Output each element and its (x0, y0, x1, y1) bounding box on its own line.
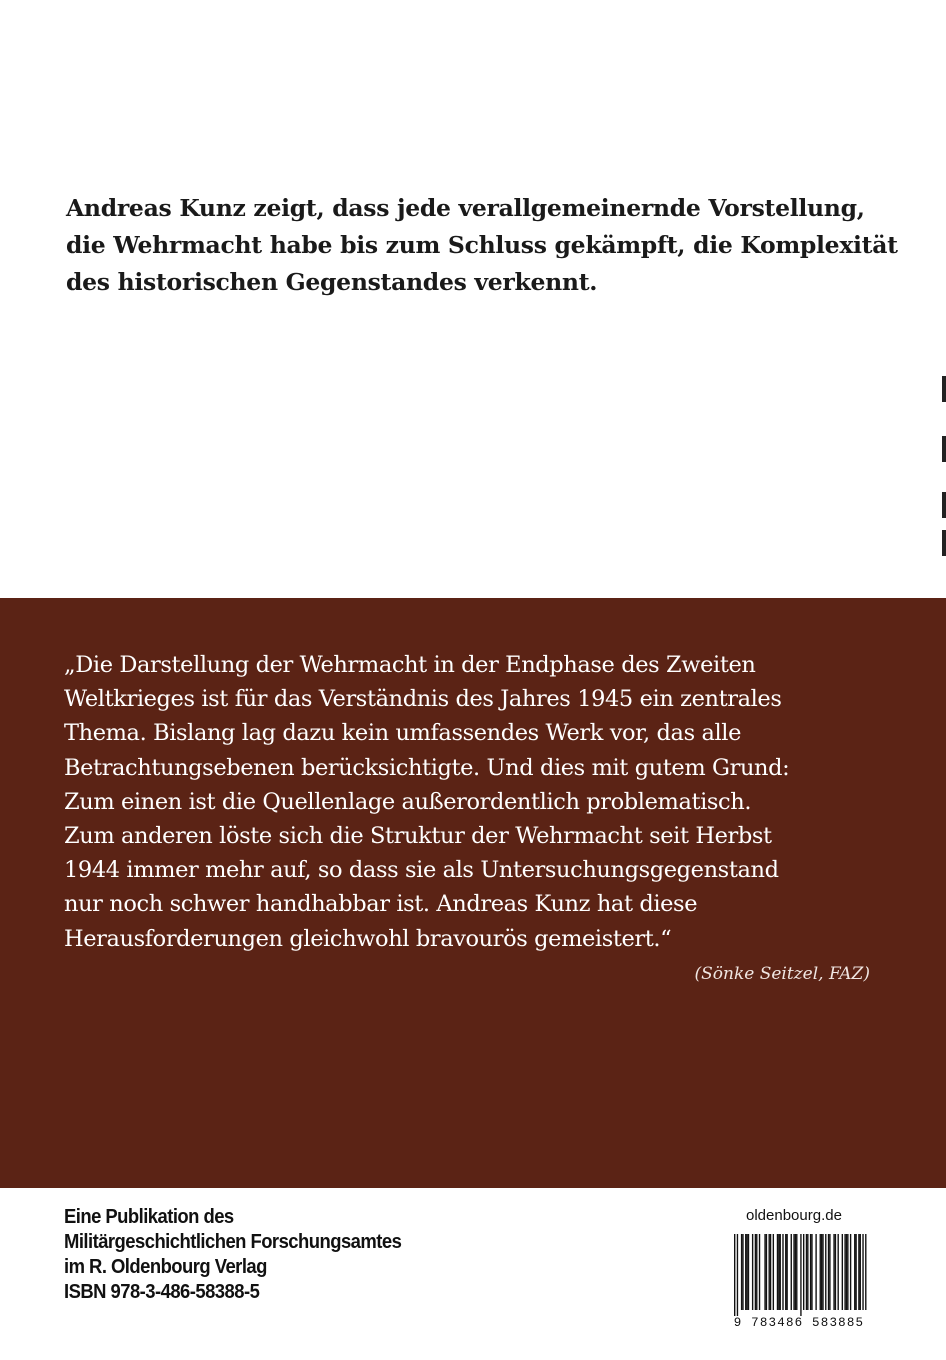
barcode-bar (825, 1234, 826, 1310)
barcode-bar (759, 1234, 760, 1310)
barcode-bar (803, 1234, 804, 1310)
barcode-bar (820, 1234, 821, 1310)
barcode-bar (806, 1234, 807, 1310)
barcode-bar (780, 1234, 781, 1310)
barcode-bar (734, 1234, 735, 1316)
quote-line: Thema. Bislang lag dazu kein umfassendes Werk vor, das alle (64, 720, 741, 747)
barcode-bar (764, 1234, 765, 1310)
barcode-bar (844, 1234, 845, 1310)
barcode-bar (786, 1234, 787, 1310)
barcode-bar (756, 1234, 757, 1310)
barcode-bar (785, 1234, 786, 1310)
intro-line: die Wehrmacht habe bis zum Schluss gekämpft, die Komplexität (66, 231, 898, 259)
barcode-bar (833, 1234, 834, 1310)
publisher-website: oldenbourg.de (746, 1207, 842, 1224)
publisher-line: Militärgeschichtlichen Forschungsamtes (64, 1230, 402, 1253)
barcode-bar (795, 1234, 796, 1310)
isbn-barcode (728, 1232, 870, 1330)
publisher-line: im R. Oldenbourg Verlag (64, 1255, 267, 1278)
barcode-bar (741, 1234, 742, 1310)
barcode-digits: 9 783486 583885 (733, 1316, 865, 1330)
barcode-bar (846, 1234, 847, 1310)
isbn: ISBN 978-3-486-58388-5 (64, 1280, 260, 1303)
barcode-bar (828, 1234, 829, 1310)
barcode-bar (800, 1234, 801, 1316)
quote-line: Betrachtungsebenen berücksichtigte. Und dies mit gutem Grund: (64, 754, 790, 781)
quote-line: Weltkrieges ist für das Verständnis des Jahres 1945 ein zentrales (64, 686, 782, 713)
barcode-bar (860, 1234, 861, 1310)
barcode-bar (777, 1234, 778, 1310)
quote-line: 1944 immer mehr auf, so dass sie als Untersuchungsgegenstand (64, 857, 779, 884)
barcode-bar (778, 1234, 779, 1310)
barcode-bar (791, 1234, 792, 1310)
spine-edge-mark (942, 492, 946, 518)
quote-line: nur noch schwer handhabbar ist. Andreas Kunz hat diese (64, 891, 698, 918)
barcode-bar (770, 1234, 771, 1310)
barcode-bar (755, 1234, 756, 1310)
barcode-bar (742, 1234, 743, 1310)
publisher-line: Eine Publikation des (64, 1205, 234, 1228)
barcode-bar (752, 1234, 753, 1310)
barcode-bar (815, 1234, 816, 1310)
barcode-bar (737, 1234, 738, 1316)
spine-edge-mark (942, 376, 946, 402)
barcode-bar (810, 1234, 811, 1310)
intro-line: Andreas Kunz zeigt, dass jede verallgemeinernde Vorstellung, (66, 194, 865, 222)
barcode-bar (766, 1234, 767, 1310)
quote-line: Zum einen ist die Quellenlage außerordentlich problematisch. (64, 788, 752, 815)
intro-text (66, 190, 898, 301)
barcode-bar (847, 1234, 848, 1310)
barcode-bar (855, 1234, 856, 1310)
barcode-bar (862, 1234, 863, 1310)
barcode-bar (796, 1234, 797, 1310)
barcode-bar (854, 1234, 855, 1310)
barcode-bar (773, 1234, 774, 1310)
barcode-bar (850, 1234, 851, 1310)
quote-line: Herausforderungen gleichwohl bravourös gemeistert.“ (64, 925, 672, 952)
barcode-bar (745, 1234, 746, 1310)
barcode-bar (858, 1234, 859, 1310)
quote-line: „Die Darstellung der Wehrmacht in der Endphase des Zweiten (64, 652, 756, 678)
barcode-bar (835, 1234, 836, 1310)
barcode-bar (829, 1234, 830, 1310)
barcode-bar (821, 1234, 822, 1310)
barcode-bar (782, 1234, 783, 1310)
barcode-bar (807, 1234, 808, 1310)
barcode-bar (811, 1234, 812, 1310)
barcode-bar (865, 1234, 866, 1310)
barcode-bar (822, 1234, 823, 1310)
spine-edge-mark (942, 436, 946, 462)
intro-line: des historischen Gegenstandes verkennt. (66, 268, 598, 296)
quote-line: Zum anderen löste sich die Struktur der Wehrmacht seit Herbst (64, 823, 772, 850)
quote-attribution: (Sönke Seitzel, FAZ) (694, 964, 870, 984)
publisher-info (64, 1204, 401, 1304)
spine-edge-mark (942, 530, 946, 556)
barcode-bar (838, 1234, 839, 1310)
barcode-bar (793, 1234, 794, 1310)
review-quote (64, 648, 884, 956)
barcode-bar (746, 1234, 747, 1310)
barcode-bar (769, 1234, 770, 1310)
barcode-bar (748, 1234, 749, 1310)
barcode-bar (842, 1234, 843, 1310)
